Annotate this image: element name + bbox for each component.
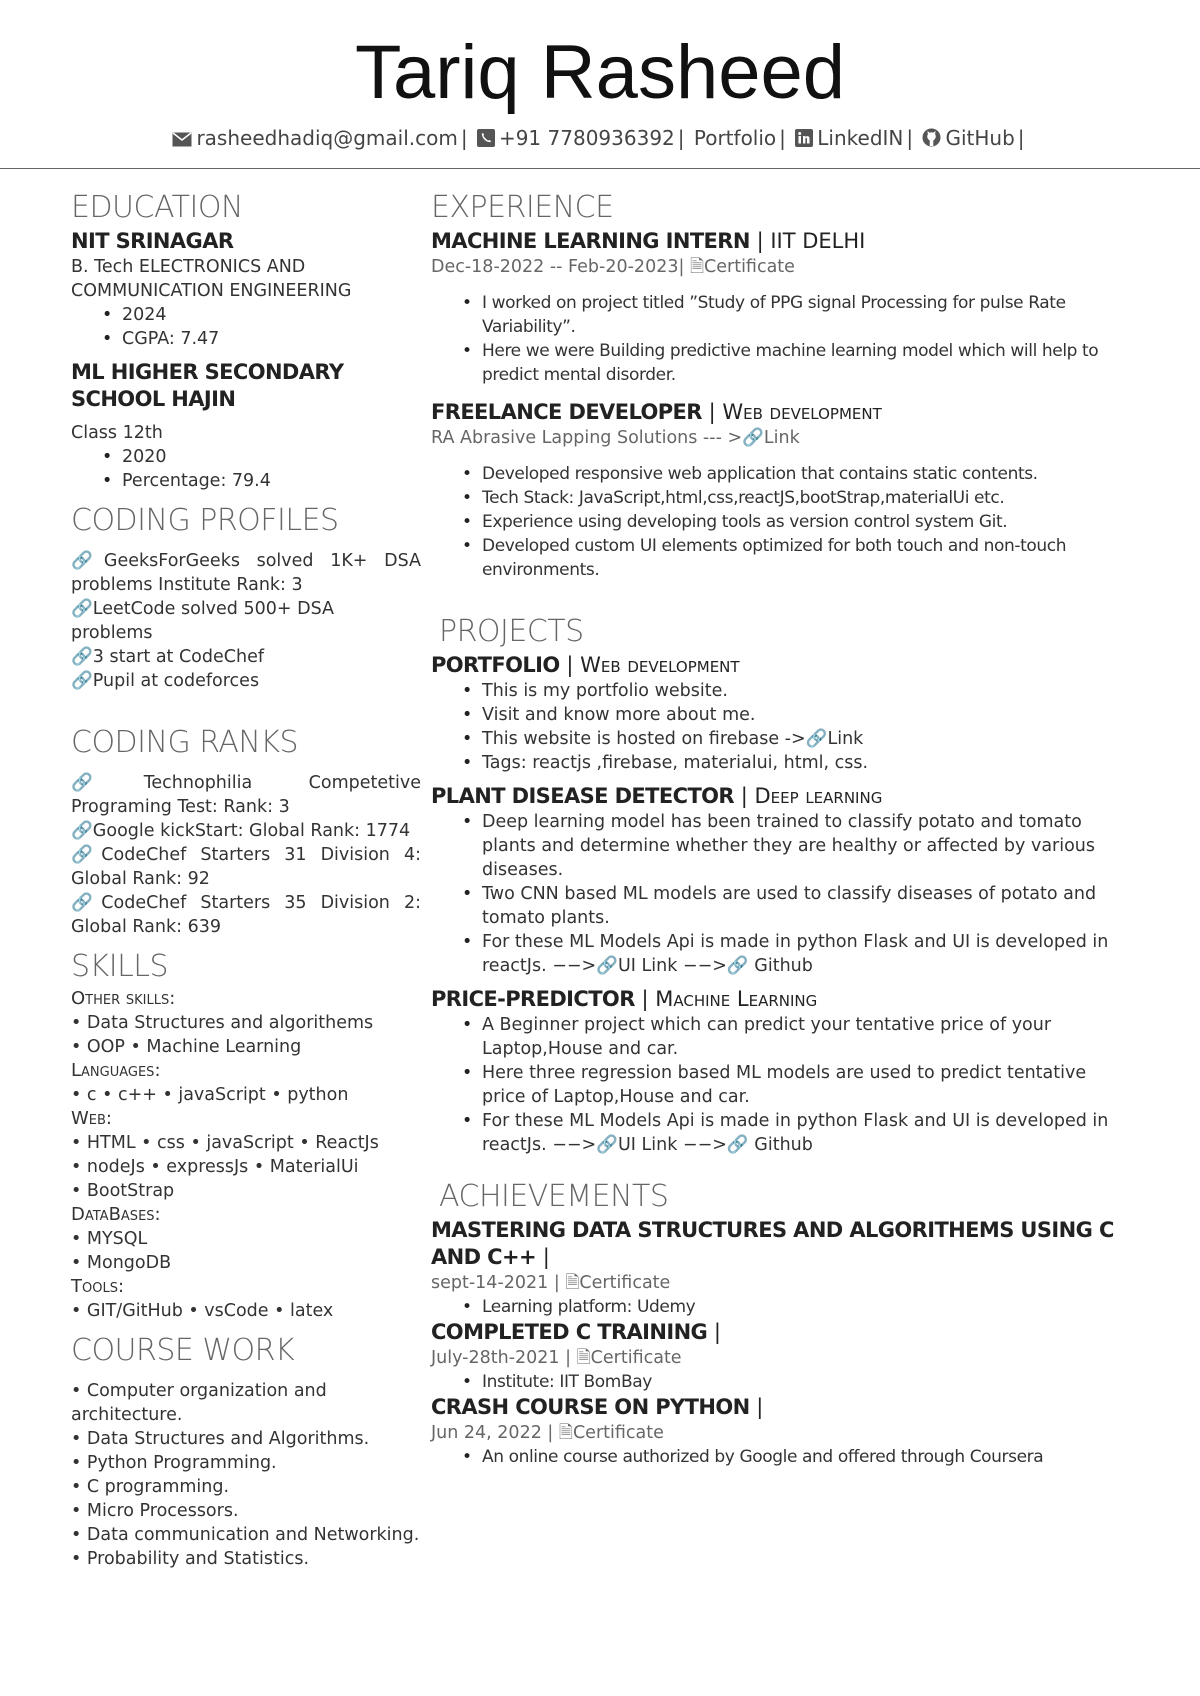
left-column: [71, 188, 421, 1571]
link-icon: 🔗: [71, 599, 93, 619]
link-icon: 🔗: [726, 956, 749, 976]
candidate-name: Tariq Rasheed: [354, 30, 846, 115]
skills-title: SKILLS: [71, 949, 169, 984]
course-item: • Data communication and Networking.: [71, 1525, 420, 1545]
achievement3-date: Jun 24, 2022 | 🗎Certificate: [431, 1423, 664, 1443]
project2-bullets: [431, 810, 1131, 978]
email-link[interactable]: rasheedhadiq@gmail.com: [196, 126, 458, 150]
project3-bullets: [431, 1013, 1131, 1157]
coding-ranks-title: CODING RANKS: [71, 725, 299, 760]
school2-name: ML HIGHER SECONDARY SCHOOL HAJIN: [71, 360, 344, 411]
skills-languages-label: Languages:: [71, 1060, 161, 1081]
link-icon: 🔗: [71, 671, 93, 691]
list-item: • CGPA: 7.47: [122, 327, 421, 351]
education-title: EDUCATION: [71, 190, 243, 225]
list-item: • Learning platform: Udemy: [482, 1295, 1131, 1319]
list-item: • Here we were Building predictive machine learning model which will help to predict mental disorder.: [482, 339, 1131, 387]
achievement2-date: July-28th-2021 | 🗎Certificate: [431, 1348, 682, 1368]
project3-title: PRICE-PREDICTOR | Machine Learning: [431, 987, 818, 1011]
document-icon: 🗎: [689, 257, 705, 277]
achievements-title: ACHIEVEMENTS: [439, 1179, 669, 1214]
skills-tools-label: Tools:: [71, 1276, 125, 1297]
skills-web-label: Web:: [71, 1108, 112, 1129]
list-item: • Developed custom UI elements optimized for both touch and non-touch environments.: [482, 534, 1131, 582]
ui-link[interactable]: UI Link: [617, 1135, 678, 1155]
achievement2-title: COMPLETED C TRAINING |: [431, 1320, 721, 1344]
project1-title: PORTFOLIO | Web development: [431, 653, 740, 677]
right-column: [431, 188, 1131, 1469]
list-item: • 2024: [122, 303, 421, 327]
job2-title: FREELANCE DEVELOPER | Web development: [431, 400, 882, 424]
coding-profiles-title: CODING PROFILES: [71, 503, 339, 538]
portfolio-site-link[interactable]: Link: [827, 729, 864, 749]
phone-link[interactable]: +91 7780936392: [498, 126, 675, 150]
experience-title: EXPERIENCE: [431, 190, 614, 225]
list-item: • Here three regression based ML models are used to predict tentative price of Laptop,House and car.: [482, 1061, 1131, 1109]
list-item: • Tags: reactjs ,firebase, materialui, html, css.: [482, 751, 1131, 775]
list-item: • For these ML Models Api is made in python Flask and UI is developed in reactJs. −−>🔗UI Link −−>🔗 Github: [482, 1109, 1131, 1157]
course-item: • Python Programming.: [71, 1453, 277, 1473]
skills-line: • MongoDB: [71, 1253, 172, 1273]
job1-dates: Dec-18-2022 -- Feb-20-2023| 🗎Certificate: [431, 257, 795, 277]
skills-line: • Data Structures and algorithems: [71, 1013, 374, 1033]
phone-icon: [477, 126, 495, 154]
header-divider: [0, 168, 1200, 169]
list-item: • 2020: [122, 445, 421, 469]
linkedin-icon: [795, 126, 813, 154]
link-icon: 🔗: [71, 893, 102, 913]
school2-details: [71, 445, 421, 493]
link-icon: 🔗: [71, 551, 104, 571]
skills-line: • MYSQL: [71, 1229, 148, 1249]
job2-bullets: [431, 462, 1131, 582]
company-link[interactable]: Link: [763, 428, 800, 448]
certificate-link[interactable]: Certificate: [704, 257, 795, 277]
link-icon: 🔗: [596, 956, 618, 976]
school1-details: [71, 303, 421, 351]
profile-item[interactable]: 🔗Pupil at codeforces: [71, 671, 260, 691]
course-item: • Data Structures and Algorithms.: [71, 1429, 370, 1449]
list-item: • Tech Stack: JavaScript,html,css,reactJS,bootStrap,materialUi etc.: [482, 486, 1131, 510]
list-item: • Two CNN based ML models are used to classify diseases of potato and tomato plants.: [482, 882, 1131, 930]
project2-title: PLANT DISEASE DETECTOR | Deep learning: [431, 784, 883, 808]
link-icon: 🔗: [805, 729, 828, 749]
skills-other-label: Other skills:: [71, 988, 176, 1009]
job1-bullets: [431, 291, 1131, 387]
link-icon: 🔗: [71, 647, 93, 667]
portfolio-link[interactable]: Portfolio: [693, 126, 777, 150]
course-item: • Micro Processors.: [71, 1501, 239, 1521]
skills-line: • OOP • Machine Learning: [71, 1037, 302, 1057]
achievement1-title: MASTERING DATA STRUCTURES AND ALGORITHEMS USING C AND C++ |: [431, 1218, 1114, 1269]
list-item: • I worked on project titled ”Study of PPG signal Processing for pulse Rate Variability”.: [482, 291, 1131, 339]
rank-item[interactable]: 🔗Google kickStart: Global Rank: 1774: [71, 821, 411, 841]
job1-title: MACHINE LEARNING INTERN | IIT DELHI: [431, 229, 866, 253]
linkedin-link[interactable]: LinkedIN: [817, 126, 904, 150]
achievement1-date: sept-14-2021 | 🗎Certificate: [431, 1273, 671, 1293]
resume-header: [0, 0, 1200, 168]
document-icon: 🗎: [576, 1348, 591, 1368]
document-icon: 🗎: [565, 1273, 580, 1293]
list-item: • Visit and know more about me.: [482, 703, 1131, 727]
list-item: • A Beginner project which can predict your tentative price of your Laptop,House and car.: [482, 1013, 1131, 1061]
github-project-link[interactable]: Github: [754, 956, 813, 976]
list-item: • For these ML Models Api is made in python Flask and UI is developed in reactJs. −−>🔗UI Link −−>🔗 Github: [482, 930, 1131, 978]
link-icon: 🔗: [71, 821, 93, 841]
skills-line: • nodeJs • expressJs • MaterialUi: [71, 1157, 359, 1177]
skills-line: • BootStrap: [71, 1181, 175, 1201]
certificate-link[interactable]: Certificate: [572, 1423, 664, 1443]
ui-link[interactable]: UI Link: [617, 956, 678, 976]
rank-item[interactable]: 🔗Technophilia Competetive Programing Test: Rank: 3: [71, 773, 421, 817]
list-item: • Developed responsive web application that contains static contents.: [482, 462, 1131, 486]
list-item: • Deep learning model has been trained to classify potato and tomato plants and determine whether they are healthy or affected by various diseases.: [482, 810, 1131, 882]
skills-line: • c • c++ • javaScript • python: [71, 1085, 349, 1105]
list-item: • This is my portfolio website.: [482, 679, 1131, 703]
contact-bar: rasheedhadiq@gmail.com | +91 7780936392 | Portfolio | LinkedIN | GitHub |: [0, 124, 1200, 154]
link-icon: 🔗: [742, 428, 764, 448]
list-item: • Percentage: 79.4: [122, 469, 421, 493]
list-item: • Experience using developing tools as version control system Git.: [482, 510, 1131, 534]
skills-db-label: DataBases:: [71, 1204, 161, 1225]
link-icon: 🔗: [596, 1135, 618, 1155]
list-item: • This website is hosted on firebase ->🔗Link: [482, 727, 1131, 751]
skills-line: • HTML • css • javaScript • ReactJs: [71, 1133, 379, 1153]
course-item: • Probability and Statistics.: [71, 1549, 310, 1569]
skills-line: • GIT/GitHub • vsCode • latex: [71, 1301, 334, 1321]
rank-item[interactable]: 🔗CodeChef Starters 35 Division 2: Global Rank: 639: [71, 893, 421, 937]
link-icon: 🔗: [71, 773, 144, 793]
certificate-link[interactable]: Certificate: [590, 1348, 682, 1368]
list-item: • An online course authorized by Google and offered through Coursera: [482, 1445, 1131, 1469]
profile-item[interactable]: 🔗GeeksForGeeks solved 1K+ DSA problems Institute Rank: 3: [71, 551, 422, 595]
projects-title: PROJECTS: [439, 614, 584, 649]
document-icon: 🗎: [558, 1423, 573, 1443]
course-work-title: COURSE WORK: [71, 1333, 295, 1368]
github-icon: [922, 126, 941, 154]
list-item: • Institute: IIT BomBay: [482, 1370, 1131, 1394]
school1-name: NIT SRINAGAR: [71, 229, 234, 253]
achievement3-title: CRASH COURSE ON PYTHON |: [431, 1395, 764, 1419]
profile-item[interactable]: 🔗3 start at CodeChef: [71, 647, 265, 667]
envelope-icon: [172, 126, 192, 154]
link-icon: 🔗: [726, 1135, 749, 1155]
project1-bullets: [431, 679, 1131, 775]
school2-degree: Class 12th: [71, 423, 163, 443]
course-item: • C programming.: [71, 1477, 230, 1497]
certificate-link[interactable]: Certificate: [579, 1273, 671, 1293]
github-project-link[interactable]: Github: [754, 1135, 813, 1155]
course-item: • Computer organization and architecture.: [71, 1381, 327, 1425]
link-icon: 🔗: [71, 845, 102, 865]
rank-item[interactable]: 🔗CodeChef Starters 31 Division 4: Global Rank: 92: [71, 845, 421, 889]
github-link[interactable]: GitHub: [945, 126, 1015, 150]
school1-degree: B. Tech ELECTRONICS AND COMMUNICATION ENGINEERING: [71, 257, 352, 301]
profile-item[interactable]: 🔗LeetCode solved 500+ DSA problems: [71, 599, 334, 643]
job2-company: RA Abrasive Lapping Solutions --- >🔗Link: [431, 428, 800, 448]
